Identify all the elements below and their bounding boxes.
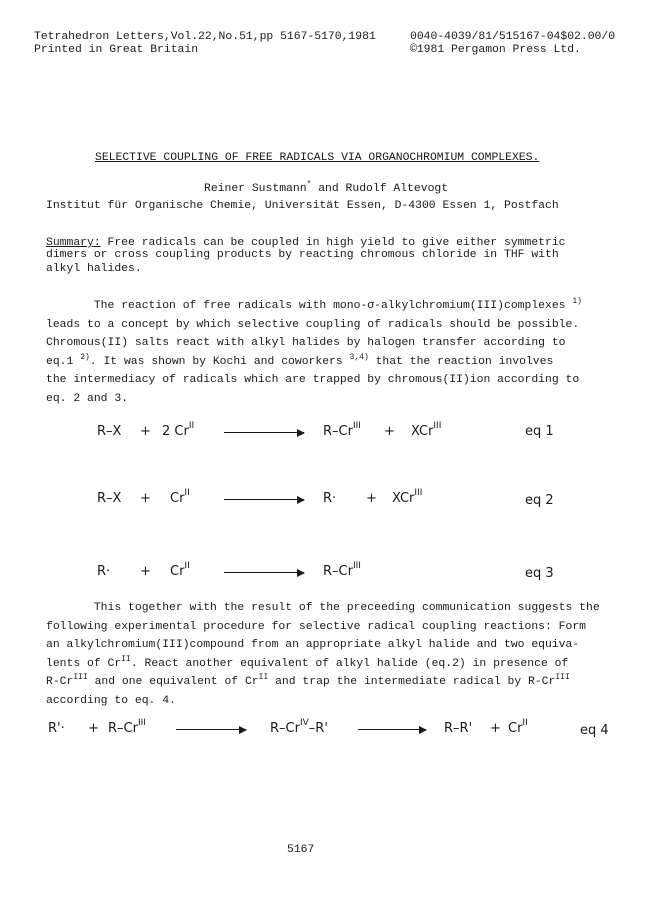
procedure-text: . React another equivalent of alkyl halide (eq.2) in presence of [130, 657, 569, 670]
copyright: ©1981 Pergamon Press Ltd. [410, 44, 581, 56]
procedure-text: R-Cr [46, 676, 74, 688]
intro-text: eq.1 [46, 355, 81, 368]
affiliation: Institut für Organische Chemie, Universität Essen, D-4300 Essen 1, Postfach [46, 200, 559, 212]
summary-line-3: alkyl halides. [46, 263, 142, 275]
summary-line-2: dimers or cross coupling products by reacting chromous chloride in THF with [46, 249, 559, 261]
eq3-arrow [224, 572, 304, 573]
eq4-plus: + [88, 721, 99, 736]
eq3-product-1: $R-Cr^{III}$ [323, 561, 361, 579]
eq3-plus: + [140, 564, 151, 579]
ref-2: 2) [80, 352, 90, 362]
intro-text: The reaction of free radicals with mono-σ-alkylchromium(III)complexes [46, 300, 573, 312]
superscript: II [121, 654, 131, 664]
eq1-reactant-1: R–X [97, 424, 122, 439]
eq1-plus: + [384, 424, 395, 439]
eq1-plus: + [140, 424, 151, 439]
paper-title: SELECTIVE COUPLING OF FREE RADICALS VIA ORGANOCHROMIUM COMPLEXES. [95, 152, 540, 164]
ref-1: 1) [572, 297, 582, 306]
eq2-label: eq 2 [525, 493, 554, 508]
eq2-arrow [224, 499, 304, 500]
eq2-reactant-1: R–X [97, 491, 122, 506]
summary-label: Summary: [46, 237, 101, 249]
eq3-reactant-2: $Cr^{II}$ [170, 561, 190, 579]
eq3-reactant-1: R· [97, 564, 111, 579]
eq2-plus: + [366, 491, 377, 506]
eq1-product-2: XCr$^{III}$ [411, 421, 442, 439]
procedure-text: an alkylchromium(III)compound from an appropriate alkyl halide and two equiva- [46, 639, 580, 651]
procedure-text: This together with the result of the preceeding communication suggests the [46, 602, 600, 614]
printed-in: Printed in Great Britain [34, 44, 199, 56]
intro-text: the intermediacy of radicals which are trapped by chromous(II)ion according to [46, 374, 580, 386]
journal-citation: Tetrahedron Letters,Vol.22,No.51,pp 5167-5170,1981 [34, 31, 376, 43]
eq2-plus: + [140, 491, 151, 506]
superscript: III [555, 673, 570, 682]
eq1-reactant-2: 2 $Cr^{II}$ [162, 421, 195, 439]
intro-text: Chromous(II) salts react with alkyl halides by halogen transfer according to [46, 337, 566, 349]
page-number: 5167 [287, 844, 315, 856]
authors [204, 182, 448, 197]
eq1-label: eq 1 [525, 424, 554, 439]
procedure-text: lents of Cr [46, 657, 122, 670]
eq3-label: eq 3 [525, 566, 554, 581]
procedure-text: following experimental procedure for selective radical coupling reactions: Form [46, 620, 587, 633]
eq4-arrow-2 [358, 729, 426, 730]
ref-3-4: 3,4) [349, 352, 369, 362]
eq4-reactant-2: $R-Cr^{III}$ [108, 718, 146, 736]
eq4-arrow-1 [176, 729, 246, 730]
superscript: III [73, 673, 88, 682]
author-1: Reiner Sustmann [204, 183, 307, 195]
superscript: II [258, 673, 269, 682]
eq4-product-2: $Cr^{II}$ [508, 718, 528, 736]
eq1-product-1: $R-Cr^{III}$ [323, 421, 361, 439]
procedure-paragraph [46, 599, 626, 710]
eq4-label: eq 4 [580, 723, 609, 738]
eq4-plus: + [490, 721, 501, 736]
procedure-text: according to eq. 4. [46, 694, 176, 707]
procedure-text: and one equivalent of Cr [87, 676, 259, 688]
intro-text: that the reaction involves [368, 355, 554, 368]
eq2-product-1: R· [323, 491, 337, 506]
corresponding-mark: * [306, 180, 312, 189]
intro-text: eq. 2 and 3. [46, 392, 129, 405]
intro-paragraph [46, 297, 626, 408]
intro-text: . It was shown by Kochi and coworkers [89, 355, 350, 368]
issn-line: 0040-4039/81/515167-04$02.00/0 [410, 31, 616, 43]
summary-text-1: Free radicals can be coupled in high yield to give either symmetric [100, 237, 566, 249]
author-2: and Rudolf Altevogt [311, 183, 449, 195]
eq4-product-1: R–R' [444, 721, 473, 736]
eq2-reactant-2: $Cr^{II}$ [170, 488, 190, 506]
eq1-arrow [224, 432, 304, 433]
intro-text: leads to a concept by which selective coupling of radicals should be possible. [46, 318, 580, 331]
eq4-intermediate: $R-Cr^{IV}-R'$ [270, 718, 328, 736]
eq4-reactant-1: R'· [48, 721, 65, 736]
eq2-product-2: XCr$^{III}$ [392, 488, 423, 506]
procedure-text: and trap the intermediate radical by R-Cr [268, 676, 556, 688]
